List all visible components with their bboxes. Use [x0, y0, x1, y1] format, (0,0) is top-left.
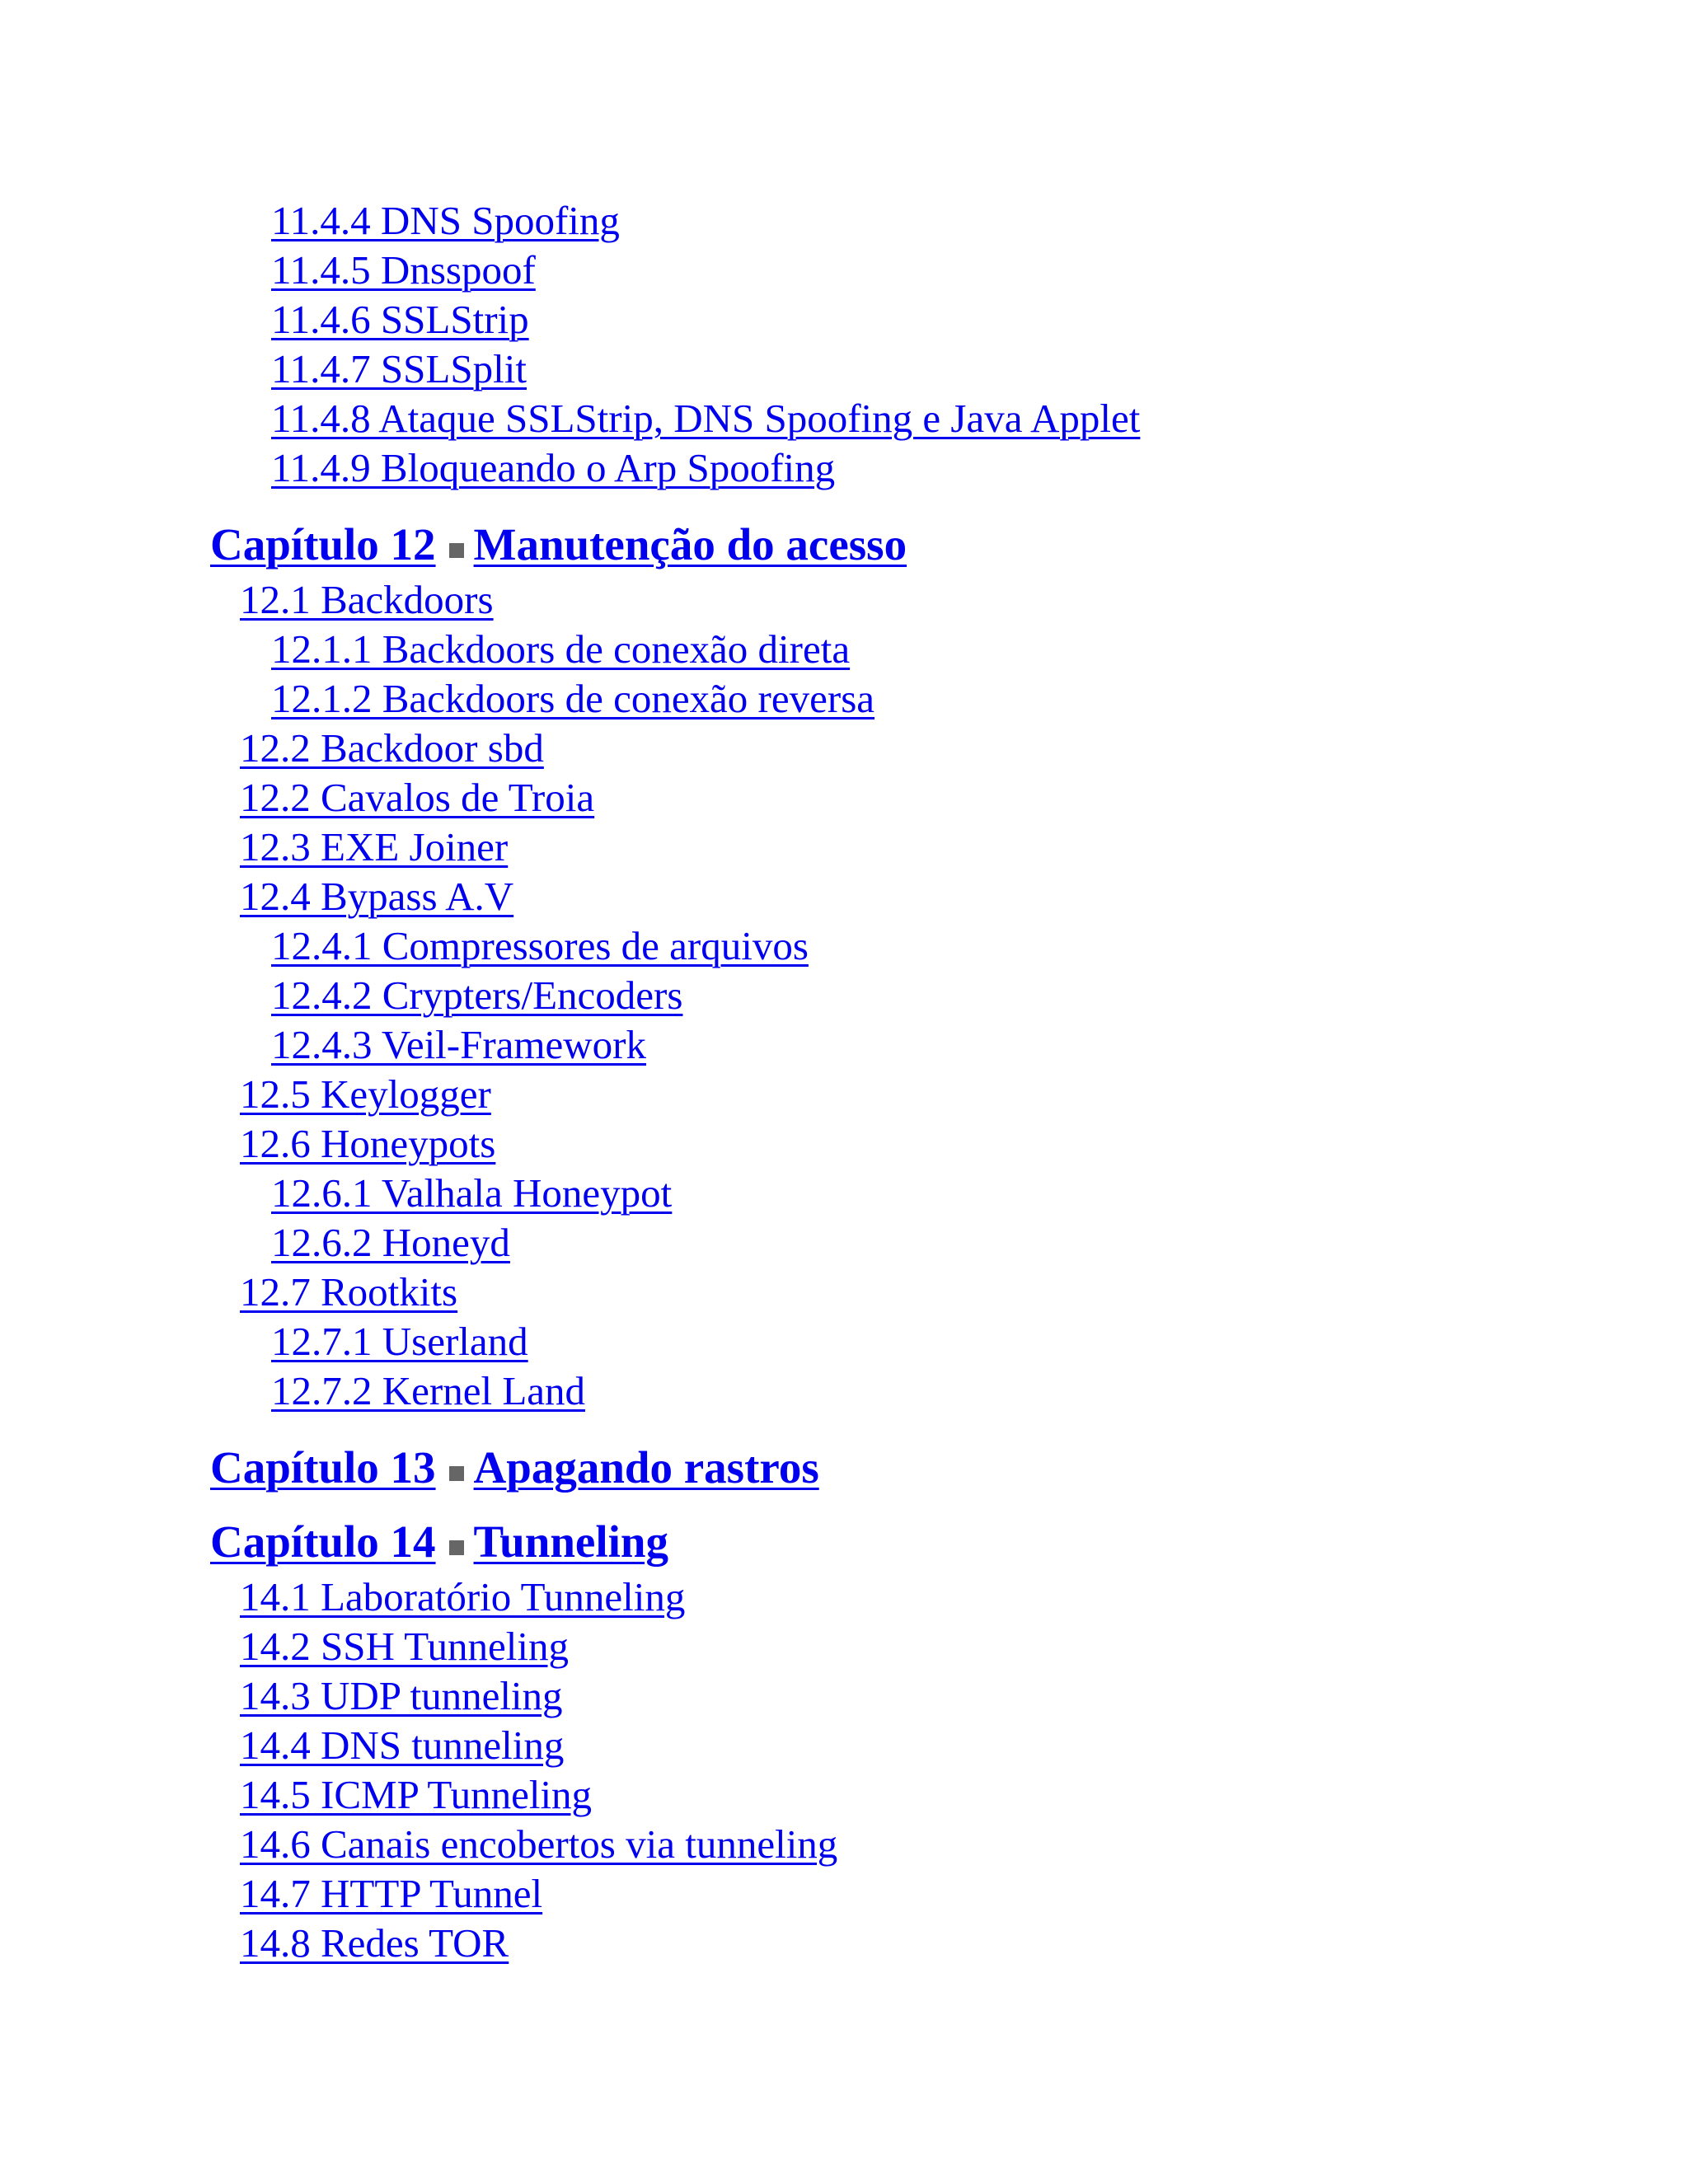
toc-link-12-7[interactable]: 12.7 Rootkits: [240, 1269, 458, 1315]
toc-link-12-6[interactable]: 12.6 Honeypots: [240, 1121, 496, 1166]
toc-link-12-1[interactable]: 12.1 Backdoors: [240, 577, 494, 622]
toc-link-14-3[interactable]: 14.3 UDP tunneling: [240, 1673, 563, 1718]
chapter-14-title-link[interactable]: Tunneling: [473, 1516, 668, 1567]
table-of-contents: [0, 196, 1688, 1968]
toc-link-14-8[interactable]: 14.8 Redes TOR: [240, 1920, 509, 1966]
toc-link-12-7-2[interactable]: 12.7.2 Kernel Land: [271, 1368, 585, 1413]
square-bullet-icon: [449, 1466, 464, 1481]
toc-link-11-4-4[interactable]: 11.4.4 DNS Spoofing: [271, 198, 620, 243]
chapter-14-number-link[interactable]: Capítulo 14: [210, 1516, 436, 1567]
toc-link-12-6-1[interactable]: 12.6.1 Valhala Honeypot: [271, 1170, 673, 1216]
toc-link-12-4-2[interactable]: 12.4.2 Crypters/Encoders: [271, 972, 683, 1018]
chapter-12-title-link[interactable]: Manutenção do acesso: [473, 519, 907, 569]
toc-link-12-6-2[interactable]: 12.6.2 Honeyd: [271, 1220, 510, 1265]
toc-link-12-2-sbd[interactable]: 12.2 Backdoor sbd: [240, 725, 544, 771]
square-bullet-icon: [449, 543, 464, 558]
toc-link-12-1-1[interactable]: 12.1.1 Backdoors de conexão direta: [271, 626, 851, 672]
chapter-13-number-link[interactable]: Capítulo 13: [210, 1442, 436, 1493]
chapter-12-number-link[interactable]: Capítulo 12: [210, 519, 436, 569]
toc-link-14-7[interactable]: 14.7 HTTP Tunnel: [240, 1871, 543, 1916]
toc-link-11-4-7[interactable]: 11.4.7 SSLSplit: [271, 346, 527, 391]
toc-link-11-4-9[interactable]: 11.4.9 Bloqueando o Arp Spoofing: [271, 445, 836, 490]
chapter-13-title-link[interactable]: Apagando rastros: [473, 1442, 819, 1493]
toc-link-12-7-1[interactable]: 12.7.1 Userland: [271, 1319, 528, 1364]
chapter-heading-12: [0, 514, 1688, 575]
toc-link-14-6[interactable]: 14.6 Canais encobertos via tunneling: [240, 1821, 838, 1867]
toc-link-11-4-6[interactable]: 11.4.6 SSLStrip: [271, 297, 529, 342]
toc-link-12-4-1[interactable]: 12.4.1 Compressores de arquivos: [271, 923, 809, 968]
toc-link-14-5[interactable]: 14.5 ICMP Tunneling: [240, 1772, 593, 1817]
toc-link-14-2[interactable]: 14.2 SSH Tunneling: [240, 1624, 569, 1669]
toc-link-11-4-8[interactable]: 11.4.8 Ataque SSLStrip, DNS Spoofing e Java Applet: [271, 396, 1141, 441]
chapter-heading-14: [0, 1511, 1688, 1572]
toc-link-12-1-2[interactable]: 12.1.2 Backdoors de conexão reversa: [271, 676, 875, 721]
toc-link-11-4-5[interactable]: 11.4.5 Dnsspoof: [271, 247, 536, 293]
chapter-heading-13: [0, 1437, 1688, 1498]
toc-link-12-2-troia[interactable]: 12.2 Cavalos de Troia: [240, 775, 595, 820]
toc-link-14-1[interactable]: 14.1 Laboratório Tunneling: [240, 1574, 686, 1619]
toc-link-14-4[interactable]: 14.4 DNS tunneling: [240, 1722, 565, 1768]
toc-link-12-4-3[interactable]: 12.4.3 Veil-Framework: [271, 1022, 646, 1067]
square-bullet-icon: [449, 1540, 464, 1555]
toc-link-12-5[interactable]: 12.5 Keylogger: [240, 1071, 491, 1117]
toc-link-12-4[interactable]: 12.4 Bypass A.V: [240, 874, 514, 919]
toc-link-12-3[interactable]: 12.3 EXE Joiner: [240, 824, 509, 869]
